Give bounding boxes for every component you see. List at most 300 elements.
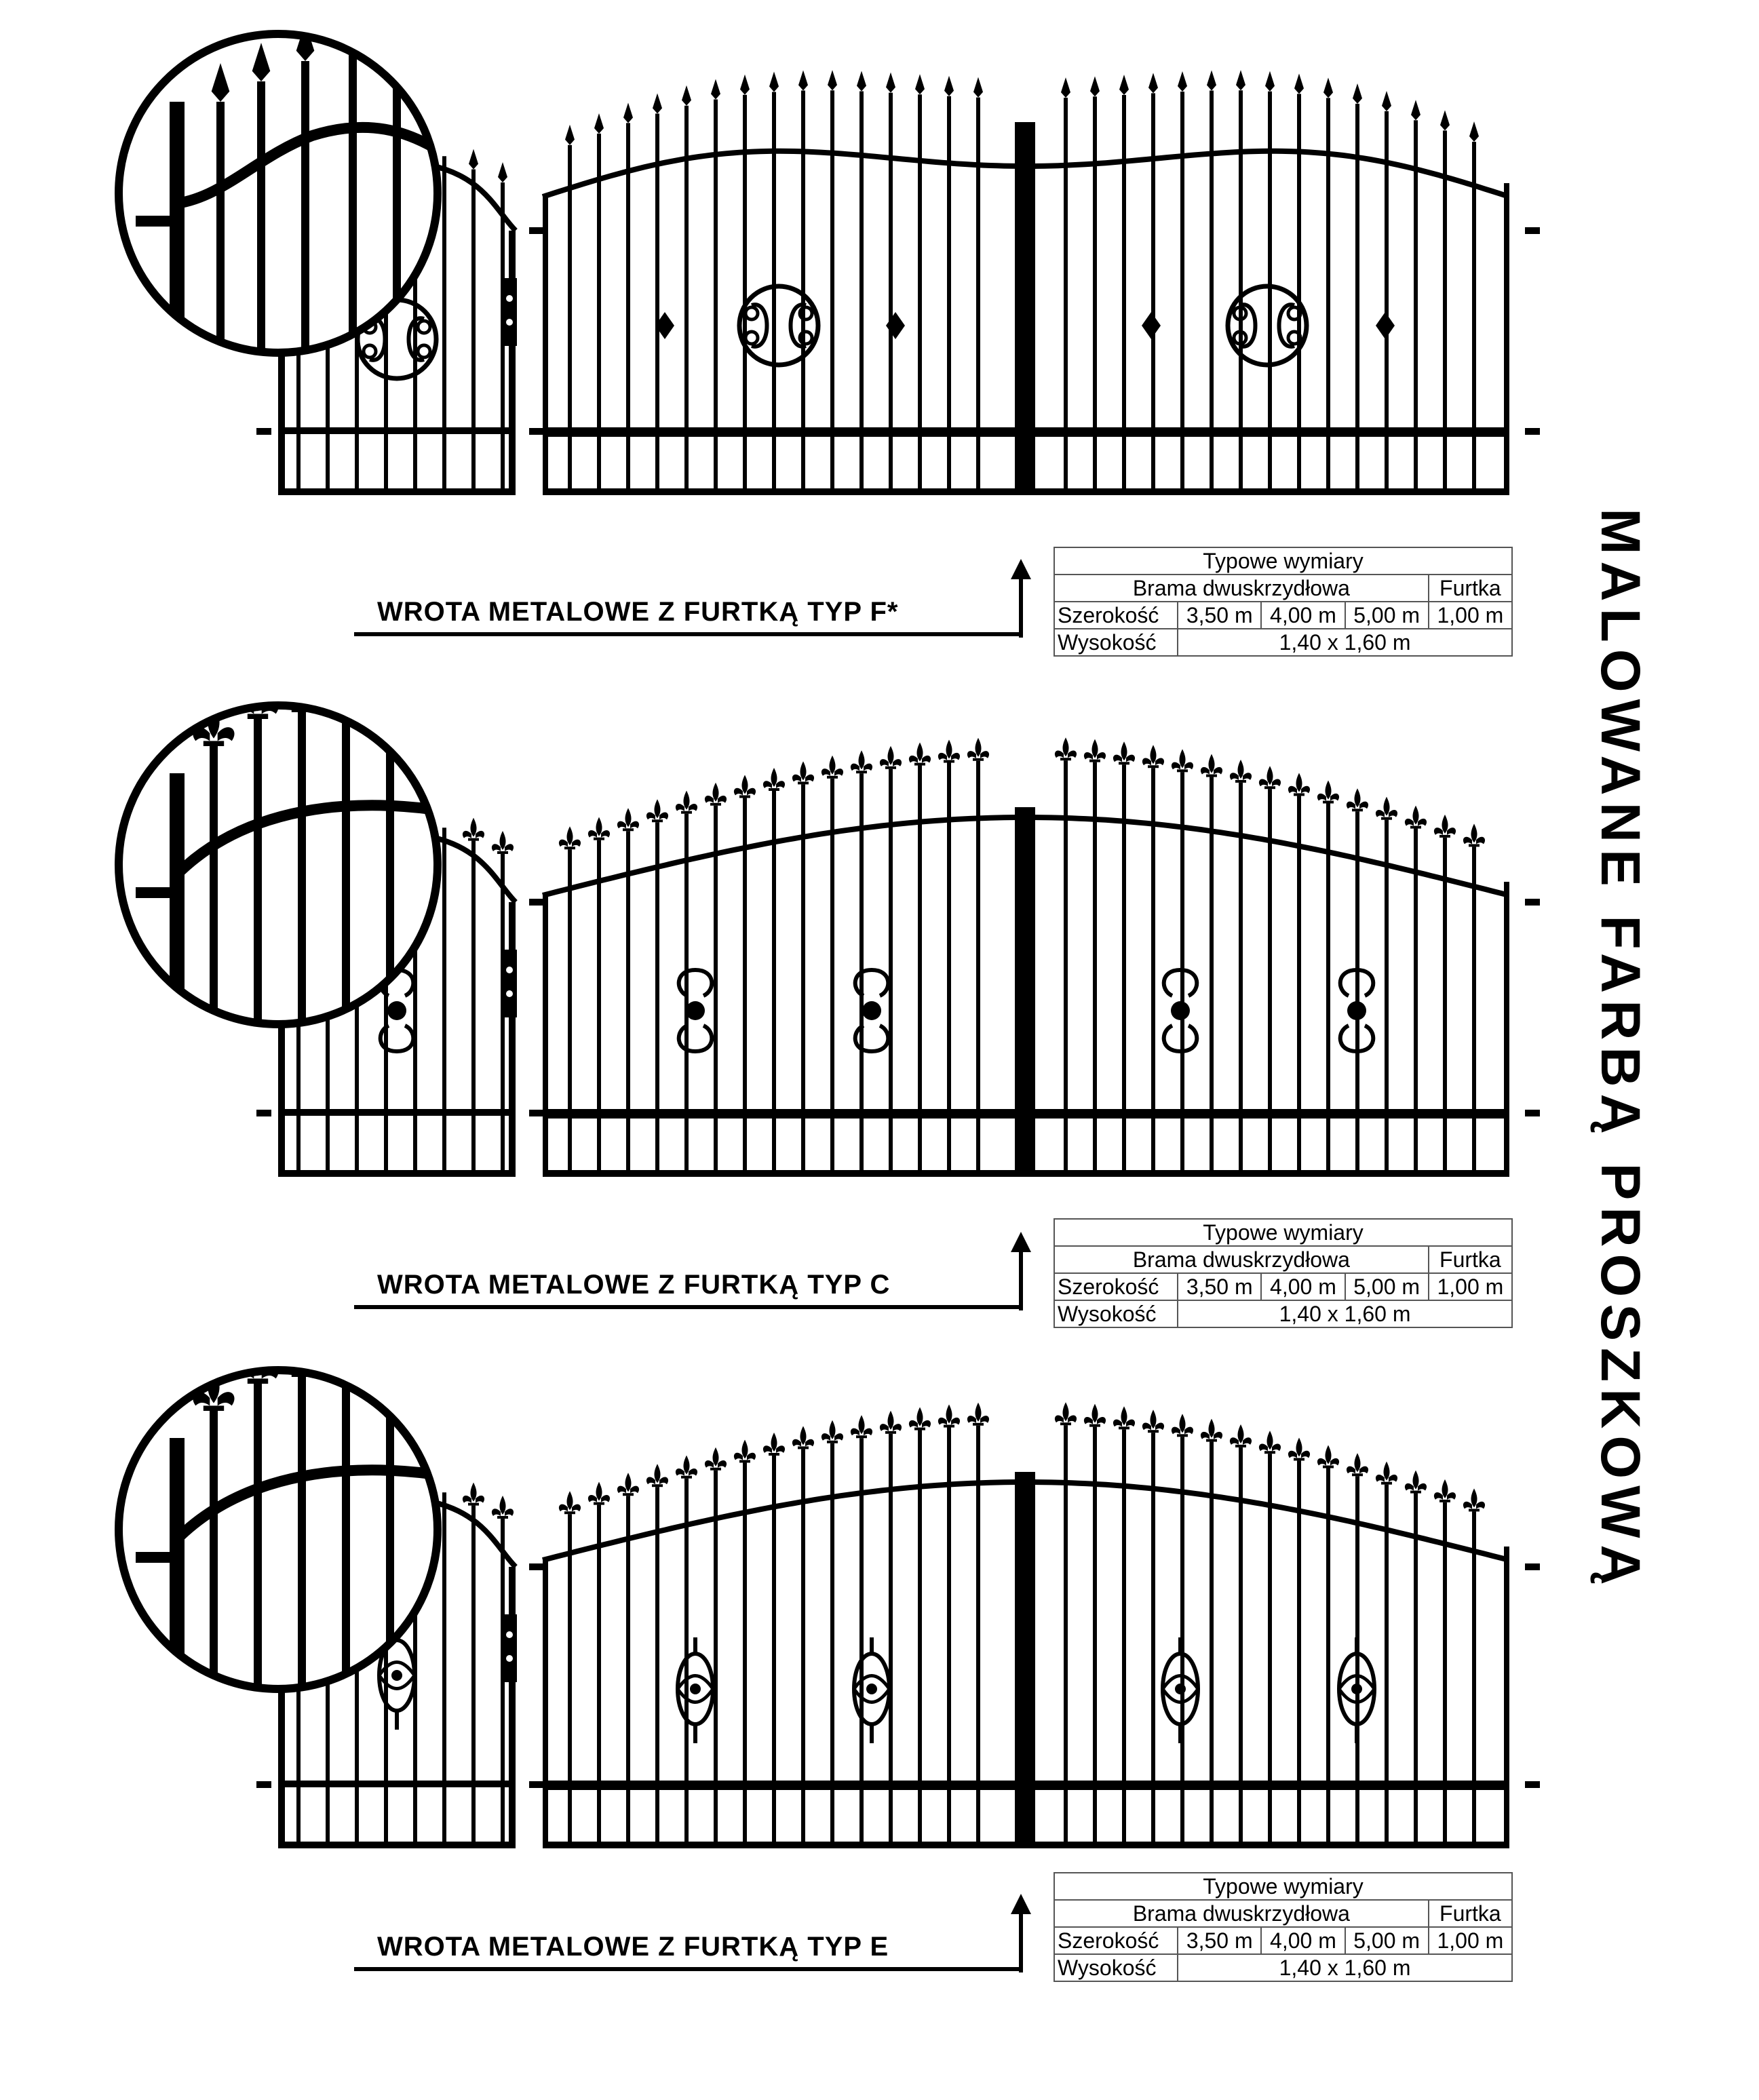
spear-tip <box>682 85 691 106</box>
picket-finial <box>1172 1414 1193 1437</box>
gate-picket <box>830 90 834 495</box>
hinge-pin <box>1525 1110 1540 1116</box>
lily-petal <box>394 1372 411 1385</box>
lily-petal <box>1092 739 1098 758</box>
lily-collar <box>497 1516 508 1519</box>
lily-petal <box>500 831 506 850</box>
lily-collar <box>248 714 268 719</box>
lily-petal <box>659 813 668 820</box>
lily-petal <box>1113 755 1122 762</box>
ornament-diamond <box>1142 312 1161 339</box>
picket-finial <box>1084 739 1106 762</box>
lily-collar <box>856 771 867 773</box>
picket-finial <box>676 791 697 814</box>
lily-petal <box>1113 1420 1122 1427</box>
lily-collar <box>681 1476 692 1479</box>
magnified-finial <box>369 682 410 726</box>
lily-petal <box>1259 1444 1268 1452</box>
spec-width-value: 3,50 m <box>1178 602 1261 629</box>
lily-collar <box>827 776 838 779</box>
gate-picket <box>1472 1511 1476 1848</box>
lily-petal <box>601 1495 610 1502</box>
picket-finial <box>821 756 843 779</box>
lily-collar <box>1177 769 1188 772</box>
lily-petal <box>369 1372 386 1385</box>
lily-petal <box>296 668 307 704</box>
magnified-finial <box>369 1346 410 1391</box>
lily-petal <box>1376 810 1385 817</box>
lily-petal <box>1172 762 1180 770</box>
picket-finial <box>1317 780 1339 803</box>
picket-finial <box>492 831 514 854</box>
ornament-center <box>690 1684 701 1694</box>
lily-petal <box>851 1428 859 1436</box>
ornament-diamond <box>1376 312 1395 339</box>
lily-petal <box>980 751 989 758</box>
lily-petal <box>1405 819 1414 826</box>
lily-petal <box>1209 1419 1215 1438</box>
picket-finial <box>588 1482 610 1505</box>
finial <box>344 2 362 41</box>
gate-picket <box>1326 98 1330 495</box>
gate-center-post <box>1015 1472 1035 1848</box>
lily-petal <box>492 844 501 851</box>
spear-tip <box>1148 73 1158 93</box>
lily-petal <box>369 707 386 720</box>
lily-petal <box>1272 1444 1281 1452</box>
wicket-frame-right <box>509 231 516 495</box>
picket-finial <box>798 70 808 90</box>
lily-collar <box>885 1431 896 1434</box>
spec-wicket-header: Furtka <box>1429 575 1512 602</box>
wicket-bottom-rail <box>278 1842 516 1848</box>
gate-picket <box>1355 104 1359 495</box>
lily-petal <box>1084 1417 1093 1424</box>
gate-picket <box>1268 1454 1272 1848</box>
gate-picket <box>1151 768 1155 1177</box>
ornament-rosette <box>686 1001 705 1020</box>
lily-petal <box>655 1464 661 1483</box>
hinge-pin <box>1525 428 1540 435</box>
gate-picket <box>1210 777 1214 1177</box>
gate-picket <box>1210 1442 1214 1848</box>
picket-finial <box>1347 788 1368 811</box>
lock-hole <box>506 319 513 326</box>
spec-width-label: Szerokość <box>1054 1927 1178 1954</box>
lily-petal <box>646 1477 655 1485</box>
ornament-scroll <box>679 970 712 996</box>
lily-petal <box>763 781 772 788</box>
lily-petal <box>1447 828 1456 835</box>
lily-collar <box>1206 1439 1217 1442</box>
picket-finial <box>938 740 960 763</box>
lily-petal <box>1389 810 1397 817</box>
lily-collar <box>973 1423 984 1426</box>
spec-title: Typowe wymiary <box>1054 1219 1512 1246</box>
spear-tip <box>769 72 779 92</box>
lily-petal <box>893 1424 902 1431</box>
lily-collar <box>973 758 984 761</box>
lily-petal <box>792 1439 801 1447</box>
spec-table <box>1054 1872 1513 1982</box>
gate-picket <box>1326 803 1330 1177</box>
picket-finial <box>734 1439 756 1462</box>
gate-picket <box>976 98 980 495</box>
lily-collar <box>380 1385 400 1391</box>
gate-picket <box>1122 1429 1126 1848</box>
picket-finial <box>1440 110 1450 130</box>
lily-collar <box>1323 800 1334 803</box>
gate-post-left <box>543 1560 548 1848</box>
picket-finial <box>1259 766 1281 789</box>
lily-petal <box>747 1453 756 1460</box>
lily-petal <box>1272 779 1281 787</box>
lily-petal <box>572 840 581 847</box>
lily-collar <box>1352 809 1363 811</box>
ornament <box>854 1637 889 1743</box>
lock-hole <box>506 1655 513 1662</box>
lily-petal <box>821 1433 830 1441</box>
lily-petal <box>676 804 684 811</box>
gate-picket <box>801 784 805 1177</box>
lily-petal <box>1121 1406 1127 1425</box>
lily-petal <box>559 840 568 847</box>
lily-petal <box>476 831 484 838</box>
lily-collar <box>468 1503 479 1506</box>
wicket-picket <box>471 1506 476 1848</box>
gate-picket <box>1355 1476 1359 1848</box>
gate-post-right <box>1504 882 1509 1177</box>
magnified-finial <box>325 1336 366 1380</box>
picket-finial <box>1113 1406 1135 1429</box>
lily-petal <box>1405 1483 1414 1491</box>
gate-picket <box>830 1443 834 1848</box>
gate-picket <box>1268 92 1272 495</box>
spec-width-label: Szerokość <box>1054 1273 1178 1300</box>
gate-picket <box>772 1456 776 1848</box>
ornament <box>739 286 818 365</box>
gate-picket <box>1472 142 1476 495</box>
lily-petal <box>567 826 573 845</box>
spear-tip <box>1294 73 1304 94</box>
lily-petal <box>805 1439 814 1447</box>
lily-petal <box>505 844 514 851</box>
picket-finial <box>646 1464 668 1487</box>
lily-petal <box>1288 1451 1297 1458</box>
lily-collar <box>594 838 604 840</box>
ornament-curl <box>746 332 758 344</box>
spear-tip <box>1061 77 1070 98</box>
picket-finial <box>1113 741 1135 764</box>
finial <box>369 1346 410 1391</box>
picket-finial <box>1055 737 1077 760</box>
gate-picket <box>655 113 659 495</box>
picket-finial <box>769 72 779 92</box>
lily-collar <box>1352 1473 1363 1476</box>
lily-petal <box>922 756 931 763</box>
lily-petal <box>655 799 661 818</box>
lily-petal <box>394 707 411 720</box>
gate-picket <box>1268 789 1272 1177</box>
spec-height-value: 1,40 x 1,60 m <box>1178 1954 1512 1981</box>
picket-finial <box>463 1483 484 1506</box>
lily-petal <box>1214 767 1222 775</box>
lily-petal <box>893 759 902 766</box>
picket-finial <box>1405 806 1427 829</box>
lily-petal <box>463 1496 471 1503</box>
lily-petal <box>596 1482 602 1501</box>
gate-picket <box>889 93 893 495</box>
gate-picket <box>1297 796 1301 1177</box>
lily-petal <box>859 750 865 769</box>
lily-petal <box>1376 1475 1385 1482</box>
gate-picket <box>1093 762 1097 1177</box>
label-underline <box>354 1967 1023 1971</box>
lily-petal <box>1359 802 1368 809</box>
gate-picket <box>597 840 601 1177</box>
gate-picket <box>1297 1460 1301 1848</box>
lily-collar <box>710 803 721 806</box>
spear-tip <box>594 113 604 134</box>
lily-petal <box>1330 1458 1339 1466</box>
spear-tip <box>1440 110 1450 130</box>
gate-label: WROTA METALOWE Z FURTKĄ TYP C <box>377 1270 891 1300</box>
gate-picket <box>1093 96 1097 495</box>
lily-petal <box>967 1416 976 1423</box>
picket-finial <box>938 1405 960 1428</box>
spec-width-value: 4,00 m <box>1261 602 1345 629</box>
gate-picket <box>947 1428 951 1848</box>
spec-height-value: 1,40 x 1,60 m <box>1178 1300 1512 1327</box>
lily-petal <box>572 1504 581 1512</box>
label-arrow <box>1004 1229 1038 1310</box>
magnified-picket <box>210 746 218 1085</box>
lily-petal <box>980 1416 989 1423</box>
spec-width-value: 5,00 m <box>1345 602 1429 629</box>
picket-finial <box>1172 749 1193 772</box>
spear-tip <box>1236 70 1245 90</box>
gate-post-right <box>1504 183 1509 495</box>
lily-petal <box>1063 737 1069 756</box>
lily-collar <box>1381 817 1392 820</box>
gate-picket <box>1385 820 1389 1177</box>
picket-finial <box>617 808 639 831</box>
picket-finial <box>828 70 837 90</box>
gate-picket <box>772 92 776 495</box>
gate-illustration <box>119 2 1540 495</box>
spear-tip <box>1382 91 1391 111</box>
lily-petal <box>350 697 367 710</box>
lily-petal <box>1267 1431 1273 1450</box>
lily-petal <box>938 1418 947 1425</box>
gate-picket <box>1326 1468 1330 1848</box>
lily-collar <box>623 1493 634 1496</box>
lily-petal <box>1238 1424 1244 1443</box>
lily-petal <box>689 804 697 811</box>
picket-finial <box>880 746 902 769</box>
magnified-post <box>170 773 185 1045</box>
spec-width-value: 1,00 m <box>1429 1273 1512 1300</box>
lock-hole <box>506 990 513 997</box>
gate-picket <box>655 822 659 1177</box>
lily-petal <box>864 1428 872 1436</box>
picket-finial <box>1469 121 1479 142</box>
ornament-rosette <box>1347 1001 1366 1020</box>
spear-tip <box>1265 71 1275 92</box>
ornament-center <box>1351 1684 1362 1694</box>
lily-petal <box>630 821 639 829</box>
lily-petal <box>742 775 748 794</box>
lily-petal <box>1359 1466 1368 1474</box>
magnified-picket <box>257 81 265 421</box>
gate-picket <box>918 766 922 1177</box>
lily-collar <box>1148 1430 1159 1433</box>
lock-hole <box>506 967 513 973</box>
gate-center-post <box>1015 122 1035 495</box>
picket-finial <box>857 71 866 92</box>
lily-collar <box>623 828 634 831</box>
spear-tip <box>1323 77 1333 98</box>
lily-collar <box>1177 1434 1188 1437</box>
gate-picket <box>1064 98 1068 495</box>
gate-picket <box>1385 1485 1389 1848</box>
picket-finial <box>653 93 662 113</box>
spec-width-value: 4,00 m <box>1261 1927 1345 1954</box>
lily-collar <box>885 766 896 769</box>
lily-petal <box>951 1418 960 1425</box>
gate-picket <box>743 1462 747 1848</box>
spear-tip <box>857 71 866 92</box>
lily-petal <box>1097 752 1106 760</box>
lily-petal <box>617 821 626 829</box>
lily-petal <box>946 1405 952 1424</box>
lily-petal <box>800 1426 807 1445</box>
spear-tip <box>1353 83 1362 104</box>
lily-petal <box>684 1456 690 1475</box>
gate-picket <box>597 1505 601 1848</box>
picket-finial <box>763 768 785 791</box>
spear-tip <box>565 125 575 145</box>
lily-petal <box>800 761 807 780</box>
spear-tip <box>623 102 633 123</box>
picket-finial <box>1405 1471 1427 1494</box>
picket-finial <box>1259 1431 1281 1454</box>
gate-picket <box>626 123 630 495</box>
wicket-lower-rail <box>278 427 516 434</box>
lily-petal <box>1442 1479 1448 1498</box>
gate-picket <box>684 106 689 495</box>
lily-petal <box>1347 1466 1355 1474</box>
picket-finial <box>469 149 478 170</box>
lily-petal <box>718 1460 727 1468</box>
gate-picket <box>568 145 572 495</box>
lily-petal <box>463 831 471 838</box>
gate-picket <box>714 100 718 495</box>
lily-collar <box>1235 1445 1246 1447</box>
gate-drawing-f <box>0 0 1759 556</box>
picket-finial <box>1376 797 1397 820</box>
magnified-finial <box>388 29 406 68</box>
lily-collar <box>798 781 809 784</box>
lily-petal <box>350 1361 367 1375</box>
lily-petal <box>1413 1471 1419 1490</box>
lily-petal <box>1126 1420 1135 1427</box>
lily-collar <box>594 1502 604 1505</box>
lily-collar <box>681 811 692 814</box>
ornament-curl <box>364 345 376 357</box>
hinge-pin <box>1525 227 1540 234</box>
lily-petal <box>1434 828 1443 835</box>
finial <box>369 682 410 726</box>
finial <box>325 672 366 716</box>
lily-petal <box>1317 794 1326 801</box>
lily-collar <box>652 819 663 822</box>
lily-petal <box>1301 786 1310 794</box>
lily-petal <box>917 743 923 762</box>
picket-finial <box>973 77 983 98</box>
lily-petal <box>880 759 889 766</box>
hinge-pin <box>256 1110 271 1116</box>
gate-picket <box>918 1431 922 1848</box>
lily-collar <box>1119 762 1129 764</box>
lily-collar <box>739 795 750 798</box>
gate-picket <box>1180 92 1184 495</box>
spear-tip <box>1119 75 1129 95</box>
gate-picket <box>1151 1433 1155 1848</box>
gate-post-right <box>1504 1547 1509 1848</box>
label-underline <box>354 632 1023 636</box>
gate-picket <box>1414 829 1418 1177</box>
gate-picket <box>1443 1502 1447 1848</box>
lily-collar <box>914 1428 925 1431</box>
picket-finial <box>1265 71 1275 92</box>
lily-collar <box>1439 835 1450 838</box>
picket-finial <box>792 1426 814 1449</box>
gate-picket <box>859 1438 864 1848</box>
picket-finial <box>1178 71 1187 92</box>
gate-picket <box>568 1514 572 1848</box>
label-underline <box>354 1305 1023 1309</box>
gate-picket <box>1239 1447 1243 1848</box>
lily-petal <box>830 1420 836 1439</box>
lily-collar <box>710 1468 721 1471</box>
lily-petal <box>559 1504 568 1512</box>
lily-collar <box>914 763 925 766</box>
lily-petal <box>975 738 982 757</box>
spear-tip <box>711 79 720 100</box>
ornament-center <box>391 1670 402 1681</box>
lily-petal <box>1317 1458 1326 1466</box>
lily-petal <box>771 768 777 787</box>
lily-petal <box>588 1495 597 1502</box>
gate-illustration <box>119 668 1540 1177</box>
lily-petal <box>296 1333 307 1369</box>
lily-collar <box>1089 760 1100 762</box>
gate-picket <box>1297 94 1301 495</box>
hinge-pin <box>1525 899 1540 906</box>
lily-collar <box>468 838 479 841</box>
spec-height-value: 1,40 x 1,60 m <box>1178 629 1512 656</box>
gate-picket <box>1122 95 1126 495</box>
lily-petal <box>1230 773 1239 780</box>
double-gate <box>543 737 1509 1177</box>
picket-finial <box>588 817 610 840</box>
wicket-lock-plate <box>502 1614 517 1682</box>
lily-collar <box>769 1453 779 1456</box>
lily-collar <box>1294 1458 1304 1460</box>
lily-petal <box>742 1439 748 1458</box>
lily-petal <box>684 791 690 810</box>
